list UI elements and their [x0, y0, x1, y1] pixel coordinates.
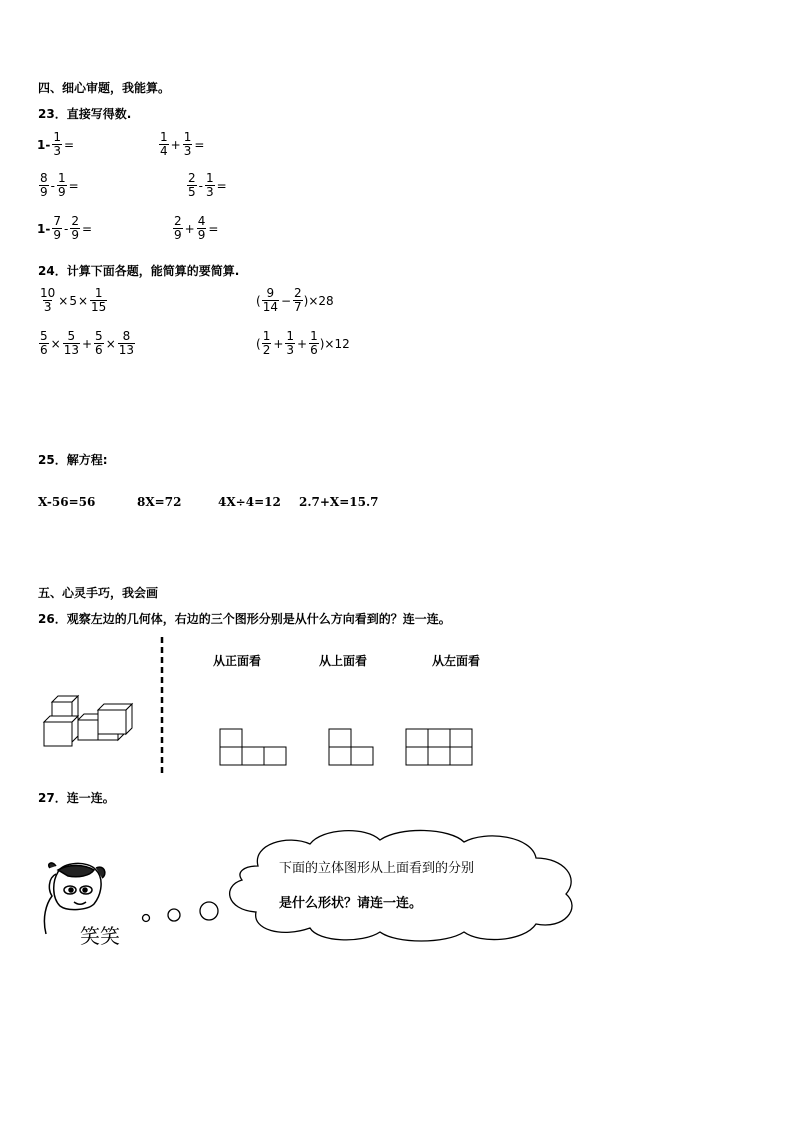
- denominator: 15: [91, 300, 107, 314]
- section-5-title: 五、心灵手巧，我会画: [38, 586, 159, 600]
- equals: =: [63, 137, 75, 152]
- view-label-front: 从正面看: [213, 654, 262, 668]
- denominator: 9: [53, 228, 61, 242]
- q24-expr-2: [256, 287, 334, 314]
- denominator: 9: [71, 228, 79, 242]
- fraction: [285, 330, 295, 357]
- plus-sign: +: [273, 336, 284, 351]
- denominator: 6: [95, 343, 103, 357]
- equals: =: [81, 221, 93, 236]
- q23-item-6: [172, 215, 219, 242]
- denominator: 2: [262, 343, 271, 357]
- denominator: 3: [53, 144, 61, 158]
- character-label: 笑笑: [80, 924, 120, 948]
- equals: =: [208, 221, 219, 236]
- operator: -: [63, 221, 69, 236]
- fraction: [70, 215, 80, 242]
- equation-1: X-56=56: [38, 495, 96, 509]
- view-label-left: 从左面看: [432, 654, 481, 668]
- q24-expr-1: [38, 287, 108, 314]
- q23-title: 23．直接写得数.: [38, 107, 132, 121]
- equals: =: [68, 178, 79, 193]
- denominator: 9: [197, 228, 206, 242]
- numerator: 8: [40, 171, 48, 185]
- times-sign: ×: [50, 336, 61, 351]
- q23-item-2: [158, 131, 205, 158]
- equals: =: [194, 137, 205, 152]
- fraction: [197, 215, 207, 242]
- lead: 1-: [37, 221, 51, 236]
- denominator: 4: [160, 144, 168, 158]
- denominator: 9: [57, 185, 66, 199]
- denominator: 13: [63, 343, 79, 357]
- numerator: 1: [205, 171, 214, 185]
- view-shape-2: [328, 728, 376, 766]
- numerator: 10: [40, 286, 56, 300]
- operator: +: [170, 137, 181, 152]
- left-paren: (: [256, 336, 261, 351]
- tail: ×28: [308, 293, 334, 308]
- numerator: 1: [286, 329, 295, 343]
- operator: +: [184, 221, 195, 236]
- fraction: [52, 215, 62, 242]
- numerator: 2: [294, 286, 302, 300]
- q23-item-5: [37, 215, 93, 242]
- denominator: 5: [188, 185, 196, 199]
- numerator: 7: [53, 214, 61, 228]
- denominator: 6: [40, 343, 48, 357]
- times-sign: ×: [105, 336, 116, 351]
- numerator: 1: [94, 286, 103, 300]
- fraction: [57, 172, 67, 199]
- plus-sign: +: [81, 336, 93, 351]
- view-shape-1: [219, 728, 289, 766]
- right-paren: ): [319, 336, 325, 351]
- denominator: 3: [286, 343, 295, 357]
- fraction: [183, 131, 193, 158]
- right-paren: ): [303, 293, 309, 308]
- fraction: [94, 330, 104, 357]
- q23-item-3: [38, 172, 80, 199]
- denominator: 3: [43, 300, 52, 314]
- dashed-divider: [160, 637, 164, 777]
- q26-title: 26．观察左边的几何体，右边的三个图形分别是从什么方向看到的？连一连。: [38, 612, 451, 626]
- operator: -: [50, 178, 55, 193]
- fraction: [118, 330, 135, 357]
- fraction: [262, 287, 279, 314]
- equation-4: 2.7+X=15.7: [299, 495, 379, 509]
- numerator: 4: [197, 214, 206, 228]
- numerator: 1: [310, 329, 318, 343]
- fraction: [309, 330, 319, 357]
- equals: =: [216, 178, 227, 193]
- denominator: 3: [183, 144, 192, 158]
- numerator: 5: [95, 329, 103, 343]
- numerator: 1: [262, 329, 271, 343]
- cloud-speech-bubble: [218, 826, 584, 944]
- numerator: 1: [57, 171, 66, 185]
- thought-dots: [138, 896, 224, 926]
- denominator: 9: [40, 185, 48, 199]
- fraction: [262, 330, 272, 357]
- lead: 1-: [37, 137, 51, 152]
- denominator: 9: [174, 228, 182, 242]
- fraction: [205, 172, 215, 199]
- geometric-solid-figure: [40, 690, 140, 752]
- numerator: 2: [188, 171, 196, 185]
- numerator: 1: [53, 130, 61, 144]
- numerator: 9: [266, 286, 275, 300]
- fraction: [173, 215, 183, 242]
- q24-expr-3: [38, 330, 136, 357]
- denominator: 14: [262, 300, 278, 314]
- q24-title: 24．计算下面各题，能简算的要简算.: [38, 264, 240, 278]
- denominator: 13: [118, 343, 135, 357]
- fraction: [39, 172, 49, 199]
- view-shape-3: [405, 728, 475, 766]
- fraction: [39, 287, 56, 314]
- numerator: 8: [122, 329, 131, 343]
- fraction: [187, 172, 197, 199]
- numerator: 2: [71, 214, 79, 228]
- view-label-top: 从上面看: [319, 654, 368, 668]
- fraction: [52, 131, 62, 158]
- q24-expr-4: [256, 330, 350, 357]
- equation-2: 8X=72: [137, 495, 182, 509]
- fraction: [293, 287, 303, 314]
- numerator: 1: [160, 130, 168, 144]
- plus-sign: +: [297, 336, 308, 351]
- denominator: 3: [205, 185, 214, 199]
- bubble-text-line-1: 下面的立体图形从上面看到的分别: [279, 861, 475, 876]
- q25-title: 25．解方程:: [38, 453, 108, 467]
- fraction: [90, 287, 107, 314]
- numerator: 5: [67, 329, 76, 343]
- fraction: [63, 330, 80, 357]
- section-4-title: 四、细心审题，我能算。: [38, 81, 171, 95]
- times-sign: ×: [58, 293, 69, 308]
- numerator: 1: [183, 130, 192, 144]
- q23-item-1: [37, 131, 75, 158]
- times-sign: ×: [77, 293, 89, 308]
- denominator: 7: [294, 300, 302, 314]
- fraction: [159, 131, 169, 158]
- q23-item-4: [186, 172, 228, 199]
- operator: −: [280, 293, 292, 308]
- q27-title: 27．连一连。: [38, 791, 115, 805]
- left-paren: (: [256, 293, 261, 308]
- denominator: 6: [310, 343, 318, 357]
- operator: -: [198, 178, 203, 193]
- numerator: 5: [40, 329, 48, 343]
- fraction: [39, 330, 49, 357]
- number: 5: [69, 293, 77, 308]
- equation-3: 4X÷4=12: [218, 495, 281, 509]
- bubble-text-line-2: 是什么形状？请连一连。: [279, 896, 423, 911]
- numerator: 2: [174, 214, 182, 228]
- tail: ×12: [324, 336, 350, 351]
